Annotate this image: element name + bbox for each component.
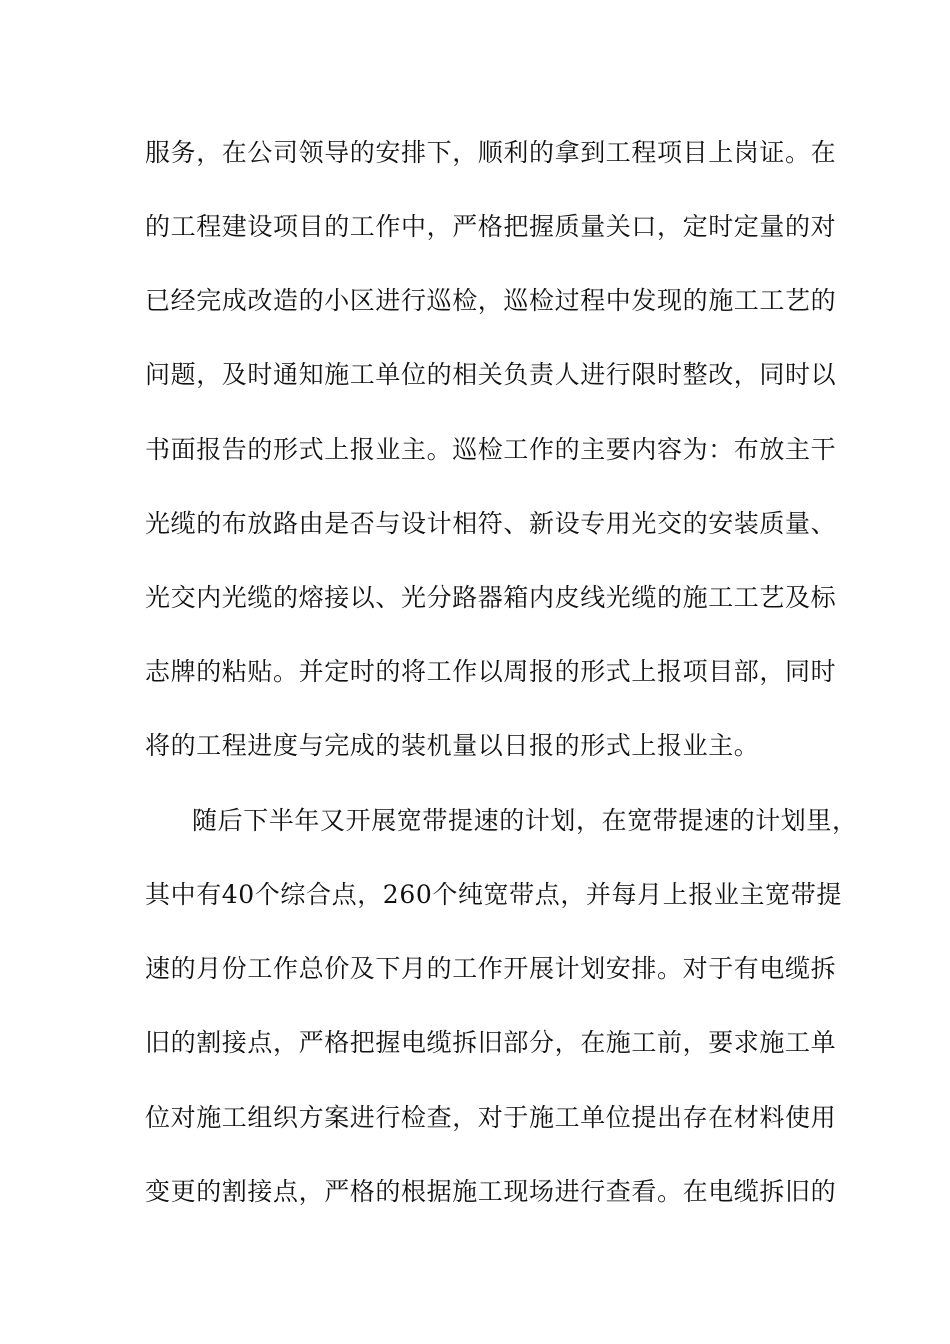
paragraph-line: 志牌的粘贴。并定时的将工作以周报的形式上报项目部，同时 xyxy=(145,657,837,686)
paragraph-line: 变更的割接点，严格的根据施工现场进行查看。在电缆拆旧的 xyxy=(145,1177,837,1206)
paragraph-line: 的工程建设项目的工作中，严格把握质量关口，定时定量的对 xyxy=(145,212,837,241)
paragraph-line: 旧的割接点，严格把握电缆拆旧部分，在施工前，要求施工单 xyxy=(145,1028,837,1057)
paragraph-first-line-indented: 随后下半年又开展宽带提速的计划，在宽带提速的计划里， xyxy=(192,806,858,835)
paragraph-line: 问题，及时通知施工单位的相关负责人进行限时整改，同时以 xyxy=(145,360,837,389)
paragraph-line: 位对施工组织方案进行检查，对于施工单位提出存在材料使用 xyxy=(145,1103,837,1132)
paragraph-line: 其中有40个综合点，260个纯宽带点，并每月上报业主宽带提 xyxy=(145,880,842,909)
paragraph-line: 光交内光缆的熔接以、光分路器箱内皮线光缆的施工工艺及标 xyxy=(145,583,837,612)
paragraph-line: 服务，在公司领导的安排下，顺利的拿到工程项目上岗证。在 xyxy=(145,138,837,167)
paragraph-line: 将的工程进度与完成的装机量以日报的形式上报业主。 xyxy=(145,731,760,760)
paragraph-line: 已经完成改造的小区进行巡检，巡检过程中发现的施工工艺的 xyxy=(145,286,837,315)
paragraph-line: 光缆的布放路由是否与设计相符、新设专用光交的安装质量、 xyxy=(145,509,837,538)
paragraph-line: 书面报告的形式上报业主。巡检工作的主要内容为：布放主干 xyxy=(145,435,837,464)
paragraph-line: 速的月份工作总价及下月的工作开展计划安排。对于有电缆拆 xyxy=(145,954,837,983)
